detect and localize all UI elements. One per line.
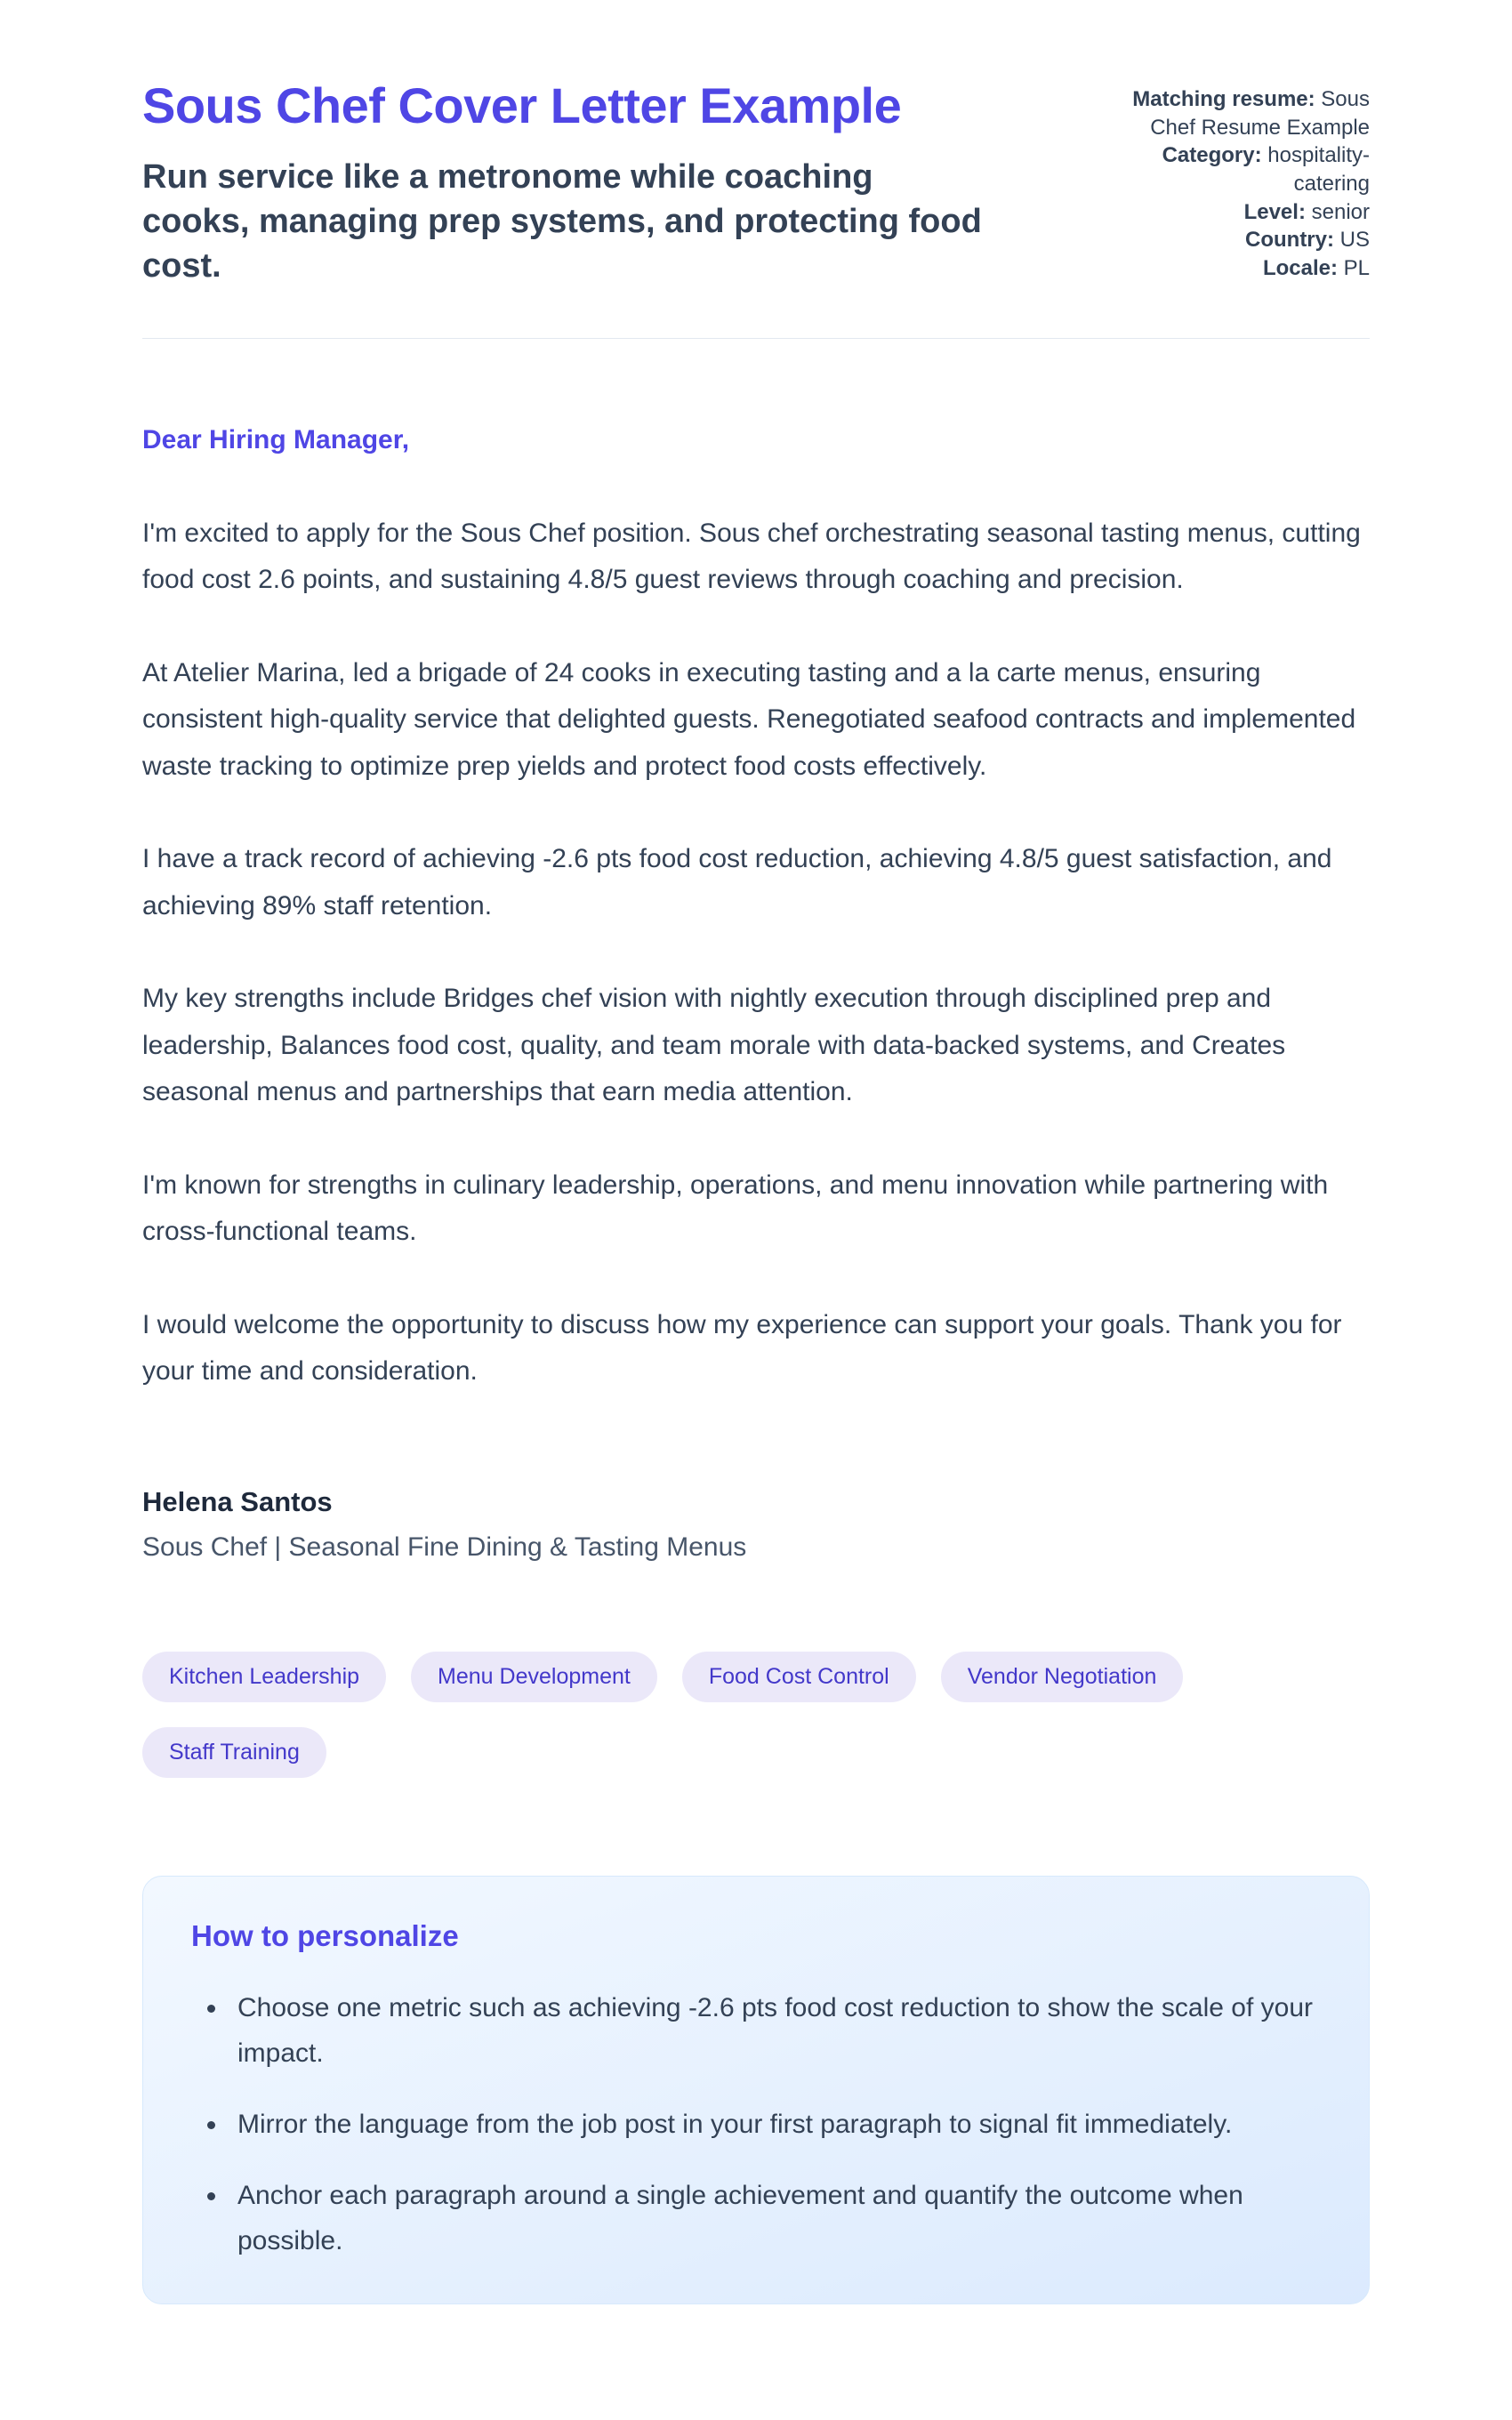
- page-title: Sous Chef Cover Letter Example: [142, 77, 902, 133]
- letter-paragraph-3: I have a track record of achieving -2.6 pts food cost reduction, achieving 4.8/5 guest satisfaction, and achieving 89% staff retention.: [142, 844, 1332, 921]
- meta-value: hospitality-catering: [1267, 143, 1370, 197]
- personalize-list: [191, 1985, 1321, 2264]
- personalize-title: How to personalize: [191, 1918, 459, 1952]
- meta-label: Matching resume:: [1132, 87, 1315, 111]
- letter-paragraph-5: I'm known for strengths in culinary leadership, operations, and menu innovation while partnering with cross-functional teams.: [142, 1170, 1329, 1247]
- meta-label: Locale:: [1262, 256, 1338, 281]
- signature-role: Sous Chef | Seasonal Fine Dining & Tasting Menus: [142, 1532, 747, 1562]
- letter-paragraph-4: My key strengths include Bridges chef vision with nightly execution through disciplined prep and leadership, Balances food cost, quality, and team morale with data-backed systems, and Creates seasonal menus and partnerships that earn media attention.: [142, 984, 1286, 1107]
- tag-kitchen-leadership: Kitchen Leadership: [142, 1652, 386, 1702]
- personalize-item-2: • Mirror the language from the job post in your first paragraph to signal fit immediately.: [229, 2102, 1321, 2148]
- personalize-item-3: • Anchor each paragraph around a single achievement and quantify the outcome when possible.: [229, 2173, 1321, 2264]
- meta-matching-resume: [1116, 85, 1370, 141]
- meta-value: PL: [1343, 256, 1370, 281]
- meta-label: Country:: [1245, 228, 1334, 253]
- header-text-block: [142, 78, 987, 288]
- salutation: Dear Hiring Manager,: [142, 425, 410, 455]
- letter-body: [142, 339, 1370, 1566]
- meta-value: US: [1339, 228, 1370, 253]
- personalize-card: [142, 1876, 1370, 2304]
- letter-paragraph-2: At Atelier Marina, led a brigade of 24 cooks in executing tasting and a la carte menus, ensuring consistent high-quality service that delighted guests. Renegotiated seafood contracts and implemented waste tracking to optimize prep yields and protect food costs effectively.: [142, 657, 1356, 781]
- meta-country: [1116, 226, 1370, 254]
- meta-value: Sous Chef Resume Example: [1150, 87, 1370, 140]
- meta-locale: [1116, 254, 1370, 283]
- signature-name: Helena Santos: [142, 1485, 333, 1517]
- meta-level: [1116, 198, 1370, 227]
- tag-staff-training: Staff Training: [142, 1727, 326, 1778]
- meta-panel: [1116, 78, 1370, 283]
- meta-category: [1116, 141, 1370, 197]
- tag-menu-development: Menu Development: [411, 1652, 657, 1702]
- meta-label: Level:: [1243, 199, 1306, 224]
- letter-paragraph-1: I'm excited to apply for the Sous Chef position. Sous chef orchestrating seasonal tasting menus, cutting food cost 2.6 points, and sustaining 4.8/5 guest reviews through coaching and precision.: [142, 518, 1361, 595]
- meta-value: senior: [1311, 199, 1370, 224]
- letter-paragraph-6: I would welcome the opportunity to discuss how my experience can support your goals. Thank you for your time and consideration.: [142, 1309, 1342, 1387]
- page-subtitle: Run service like a metronome while coaching cooks, managing prep systems, and protecting food cost.: [142, 157, 982, 285]
- tag-list: [142, 1652, 1370, 1778]
- header: [142, 78, 1370, 288]
- tag-vendor-negotiation: Vendor Negotiation: [941, 1652, 1184, 1702]
- personalize-item-1: • Choose one metric such as achieving -2.6 pts food cost reduction to show the scale of your impact.: [229, 1985, 1321, 2077]
- tag-food-cost-control: Food Cost Control: [682, 1652, 916, 1702]
- meta-label: Category:: [1162, 143, 1262, 168]
